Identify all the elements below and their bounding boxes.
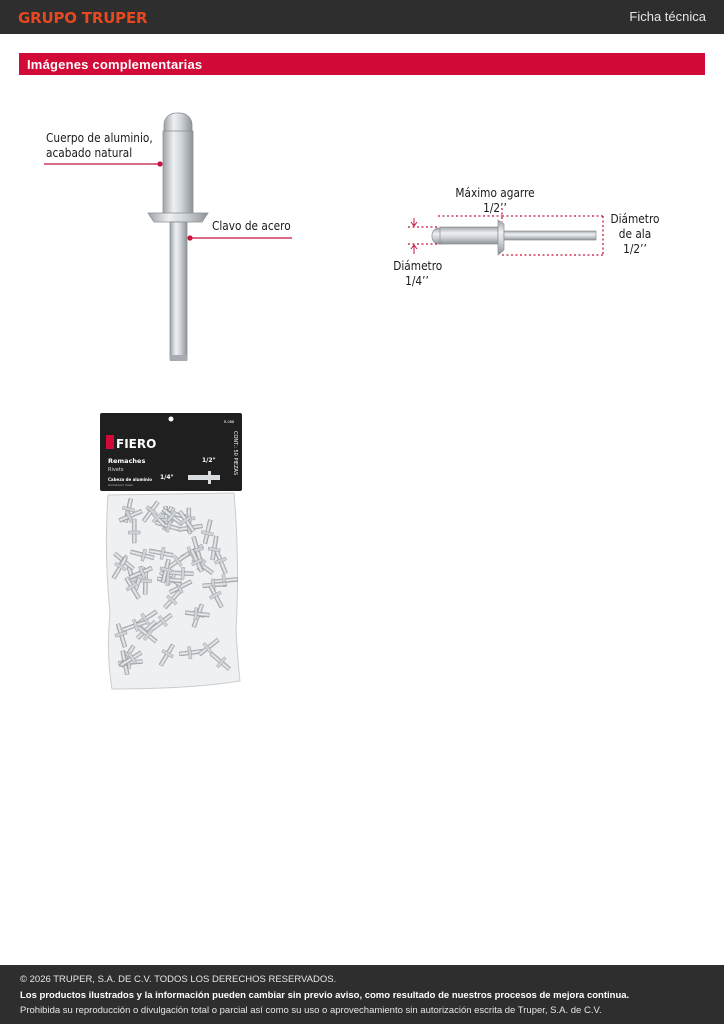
section-title: Imágenes complementarias — [27, 57, 203, 72]
package-material-en: Aluminium head — [108, 483, 133, 487]
diameter-value: 1/4’’ — [405, 274, 429, 288]
package-product-name: Remaches — [108, 457, 146, 465]
diameter-label-text: Diámetro — [393, 259, 443, 273]
package-brand: FIERO — [116, 437, 157, 451]
section-header — [19, 53, 705, 75]
package-grip: 1/2" — [202, 457, 216, 464]
rivet-dimensions-figure — [390, 180, 670, 290]
grip-label-text: Máximo agarre — [455, 186, 535, 200]
package-photo — [100, 413, 245, 693]
rivet-parts-figure — [40, 105, 310, 370]
footer — [0, 965, 724, 1024]
flange-label-line2: de ala — [618, 227, 652, 241]
package-diameter: 1/4" — [160, 474, 174, 481]
nail-material-label: Clavo de acero — [212, 219, 291, 233]
footer-notice: Los productos ilustrados y la información pueden cambiar sin previo aviso, como resultado de nuestros procesos de mejora continua. — [20, 990, 630, 1001]
package-illustration — [100, 413, 245, 693]
body-material-label-line1: Cuerpo de aluminio, — [46, 131, 153, 145]
grip-label — [455, 186, 534, 216]
body-material-label — [46, 131, 153, 161]
top-bar — [0, 0, 724, 34]
grip-value: 1/2’’ — [483, 201, 507, 215]
flange-label-line1: Diámetro — [610, 212, 660, 226]
body-diameter-label — [393, 259, 441, 289]
flange-value: 1/2’’ — [623, 242, 647, 256]
package-product-name-en: Rivets — [108, 467, 124, 473]
package-material: Cabeza de aluminio — [108, 477, 153, 482]
brand-logo: GRUPO TRUPER — [18, 9, 148, 27]
footer-copyright: © 2026 TRUPER, S.A. DE C.V. TODOS LOS DERECHOS RESERVADOS. — [20, 974, 337, 985]
flange-diameter-label — [604, 212, 666, 257]
document-type: Ficha técnica — [629, 9, 706, 24]
package-sku: R-088 — [224, 420, 235, 424]
footer-legal: Prohibida su reproducción o divulgación total o parcial así como su uso o aprovechamiento sin autorización escrita de Truper, S.A. de C.V. — [20, 1005, 602, 1016]
package-count: CONT.: 50 PIEZAS — [232, 431, 238, 476]
body-material-label-line2: acabado natural — [46, 146, 133, 160]
